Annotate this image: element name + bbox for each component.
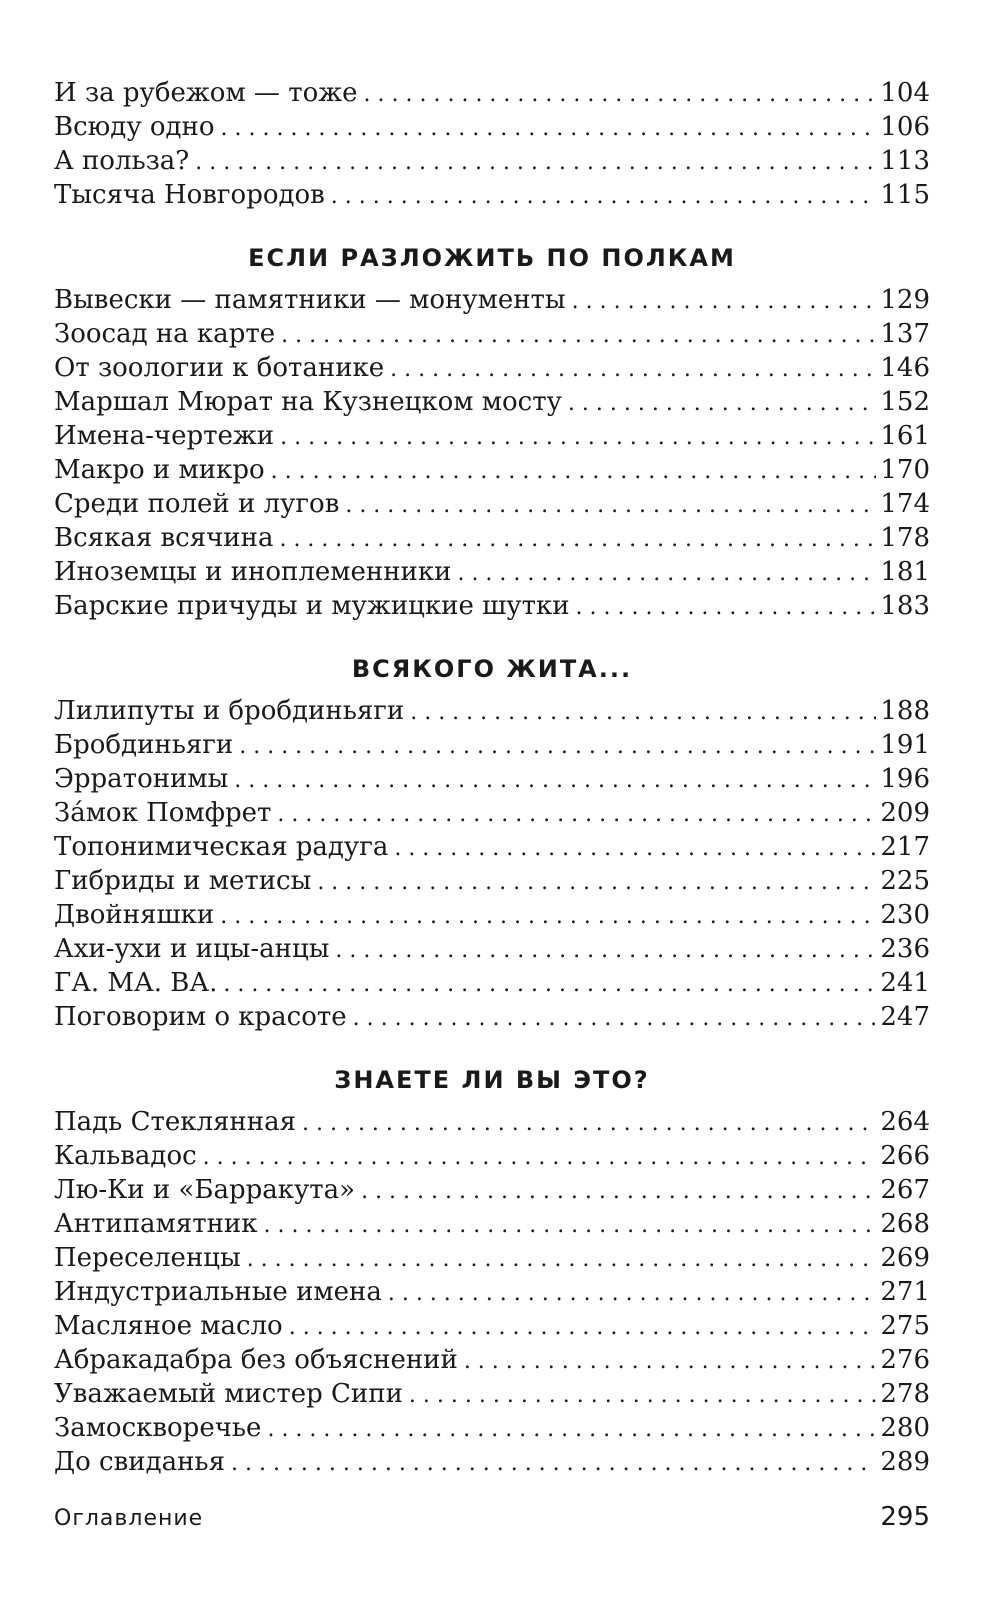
toc-entry[interactable] (54, 966, 930, 1000)
entry-page-number: 196 (880, 764, 930, 794)
toc-entry[interactable] (54, 110, 930, 144)
entry-page-number: 152 (880, 387, 930, 417)
entry-page-number: 264 (880, 1107, 930, 1137)
toc-entry[interactable] (54, 1105, 930, 1139)
entry-title: Поговорим о красоте (54, 1002, 347, 1032)
entry-title: Антипамятник (54, 1209, 258, 1239)
section-heading: ВСЯКОГО ЖИТА... (351, 655, 633, 683)
entry-page-number: 209 (880, 798, 930, 828)
dot-leader (572, 285, 877, 319)
entry-page-number: 161 (880, 421, 930, 451)
entry-page-number: 178 (880, 523, 930, 553)
entry-title: Всякая всячина (54, 523, 274, 553)
toc-entry[interactable] (54, 521, 930, 555)
entry-page-number: 276 (880, 1345, 930, 1375)
toc-entry[interactable] (54, 385, 930, 419)
entry-title: Имена-чертежи (54, 421, 275, 451)
entry-page-number: 269 (880, 1243, 930, 1273)
entry-page-number: 225 (880, 866, 930, 896)
entry-page-number: 113 (880, 146, 930, 176)
toc-entry[interactable] (54, 1000, 930, 1034)
toc-entry[interactable] (54, 555, 930, 589)
toc-entry[interactable] (54, 864, 930, 898)
entry-page-number: 217 (880, 832, 930, 862)
entry-page-number: 104 (880, 78, 930, 108)
dot-leader (364, 78, 877, 112)
dot-leader (331, 180, 877, 214)
dot-leader (464, 1345, 877, 1379)
toc-entry[interactable] (54, 351, 930, 385)
entry-title: Тысяча Новгородов (54, 180, 325, 210)
dot-leader (281, 319, 876, 353)
entry-page-number: 241 (880, 968, 930, 998)
dot-leader (353, 1002, 877, 1036)
entry-page-number: 106 (880, 112, 930, 142)
dot-leader (390, 353, 876, 387)
dot-leader (289, 1311, 877, 1345)
toc-entry[interactable] (54, 830, 930, 864)
entry-title: Макро и микро (54, 455, 265, 485)
dot-leader (410, 696, 876, 730)
dot-leader (234, 764, 876, 798)
dot-leader (267, 1413, 876, 1447)
section-heading: ЗНАЕТЕ ЛИ ВЫ ЭТО? (334, 1066, 650, 1094)
entry-title: За́мок Помфрет (54, 798, 272, 828)
entry-title: Лю-Ки и «Барракута» (54, 1175, 356, 1205)
dot-leader (221, 112, 877, 146)
dot-leader (361, 1175, 876, 1209)
toc-section (54, 1063, 930, 1479)
entry-title: Ахи-ухи и ицы-анцы (54, 934, 330, 964)
dot-leader (220, 900, 876, 934)
dot-leader (247, 1243, 877, 1277)
entry-page-number: 280 (880, 1413, 930, 1443)
entry-page-number: 278 (880, 1379, 930, 1409)
toc-entry[interactable] (54, 317, 930, 351)
entry-page-number: 183 (880, 591, 930, 621)
entry-page-number: 115 (880, 180, 930, 210)
entry-title: Бробдиньяги (54, 730, 234, 760)
entry-page-number: 188 (880, 696, 930, 726)
dot-leader (223, 968, 876, 1002)
dot-leader (409, 1379, 876, 1413)
dot-leader (239, 730, 876, 764)
toc-entry[interactable] (54, 1275, 930, 1309)
toc-entry[interactable] (54, 1377, 930, 1411)
toc-entry[interactable] (54, 898, 930, 932)
entry-page-number: 247 (880, 1002, 930, 1032)
dot-leader (568, 387, 876, 421)
dot-leader (576, 591, 877, 625)
toc-entry[interactable] (54, 1139, 930, 1173)
toc-entry[interactable] (54, 453, 930, 487)
entry-page-number: 146 (880, 353, 930, 383)
toc-entry[interactable] (54, 144, 930, 178)
entry-page-number: 174 (880, 489, 930, 519)
entry-title: Уважаемый мистер Сипи (54, 1379, 403, 1409)
toc-entry[interactable] (54, 589, 930, 623)
page-number: 295 (880, 1502, 930, 1532)
toc-entry[interactable] (54, 932, 930, 966)
entry-title: А польза? (54, 146, 190, 176)
entry-title: От зоологии к ботанике (54, 353, 385, 383)
toc-entry[interactable] (54, 1241, 930, 1275)
entry-title: Зоосад на карте (54, 319, 276, 349)
toc-entry[interactable] (54, 694, 930, 728)
toc-entry[interactable] (54, 487, 930, 521)
dot-leader (302, 1107, 876, 1141)
dot-leader (317, 866, 876, 900)
dot-leader (388, 1277, 877, 1311)
entry-title: Лилипуты и бробдиньяги (54, 696, 405, 726)
toc-entry[interactable] (54, 1173, 930, 1207)
entry-title: Топонимическая радуга (54, 832, 389, 862)
entry-page-number: 191 (880, 730, 930, 760)
entry-page-number: 170 (880, 455, 930, 485)
entry-title: Падь Стеклянная (54, 1107, 296, 1137)
dot-leader (335, 934, 876, 968)
entry-page-number: 181 (880, 557, 930, 587)
entry-title: Абракадабра без объяснений (54, 1345, 458, 1375)
dot-leader (203, 1141, 877, 1175)
page-footer (54, 1502, 930, 1532)
toc-entry[interactable] (54, 1207, 930, 1241)
toc-entry[interactable] (54, 76, 930, 110)
entry-title: Эрратонимы (54, 764, 229, 794)
dot-leader (279, 523, 876, 557)
toc-section (54, 652, 930, 1034)
entry-title: Переселенцы (54, 1243, 241, 1273)
entry-title: Кальвадос (54, 1141, 197, 1171)
toc-section (54, 76, 930, 212)
entry-title: Маршал Мюрат на Кузнецком мосту (54, 387, 562, 417)
entry-title: И за рубежом — тоже (54, 78, 358, 108)
table-of-contents (54, 76, 930, 1479)
entry-title: Всюду одно (54, 112, 215, 142)
dot-leader (345, 489, 876, 523)
toc-entry[interactable] (54, 1343, 930, 1377)
toc-entry[interactable] (54, 1411, 930, 1445)
entry-title: Гибриды и метисы (54, 866, 312, 896)
toc-entry[interactable] (54, 419, 930, 453)
entry-title: До свиданья (54, 1447, 225, 1477)
entry-title: ГА. МА. ВА. (54, 968, 218, 998)
toc-entry[interactable] (54, 762, 930, 796)
running-footer-label: Оглавление (54, 1506, 204, 1531)
toc-entry[interactable] (54, 1309, 930, 1343)
entry-page-number: 129 (880, 285, 930, 315)
entry-page-number: 271 (880, 1277, 930, 1307)
dot-leader (271, 455, 877, 489)
dot-leader (263, 1209, 876, 1243)
dot-leader (457, 557, 876, 591)
dot-leader (280, 421, 876, 455)
entry-page-number: 275 (880, 1311, 930, 1341)
toc-entry[interactable] (54, 1445, 930, 1479)
entry-title: Иноземцы и иноплеменники (54, 557, 452, 587)
entry-title: Двойняшки (54, 900, 215, 930)
entry-title: Масляное масло (54, 1311, 283, 1341)
toc-entry[interactable] (54, 728, 930, 762)
dot-leader (277, 798, 876, 832)
entry-page-number: 137 (880, 319, 930, 349)
entry-page-number: 266 (880, 1141, 930, 1171)
entry-page-number: 230 (880, 900, 930, 930)
dot-leader (394, 832, 876, 866)
section-heading: ЕСЛИ РАЗЛОЖИТЬ ПО ПОЛКАМ (248, 244, 736, 272)
entry-page-number: 236 (880, 934, 930, 964)
entry-page-number: 289 (880, 1447, 930, 1477)
dot-leader (231, 1447, 876, 1481)
toc-entry[interactable] (54, 796, 930, 830)
entry-title: Индустриальные имена (54, 1277, 382, 1307)
dot-leader (195, 146, 876, 180)
entry-title: Замоскворечье (54, 1413, 262, 1443)
toc-section (54, 241, 930, 623)
entry-title: Среди полей и лугов (54, 489, 340, 519)
entry-page-number: 268 (880, 1209, 930, 1239)
toc-entry[interactable] (54, 178, 930, 212)
entry-page-number: 267 (880, 1175, 930, 1205)
entry-title: Вывески — памятники — монументы (54, 285, 566, 315)
toc-entry[interactable] (54, 283, 930, 317)
entry-title: Барские причуды и мужицкие шутки (54, 591, 570, 621)
